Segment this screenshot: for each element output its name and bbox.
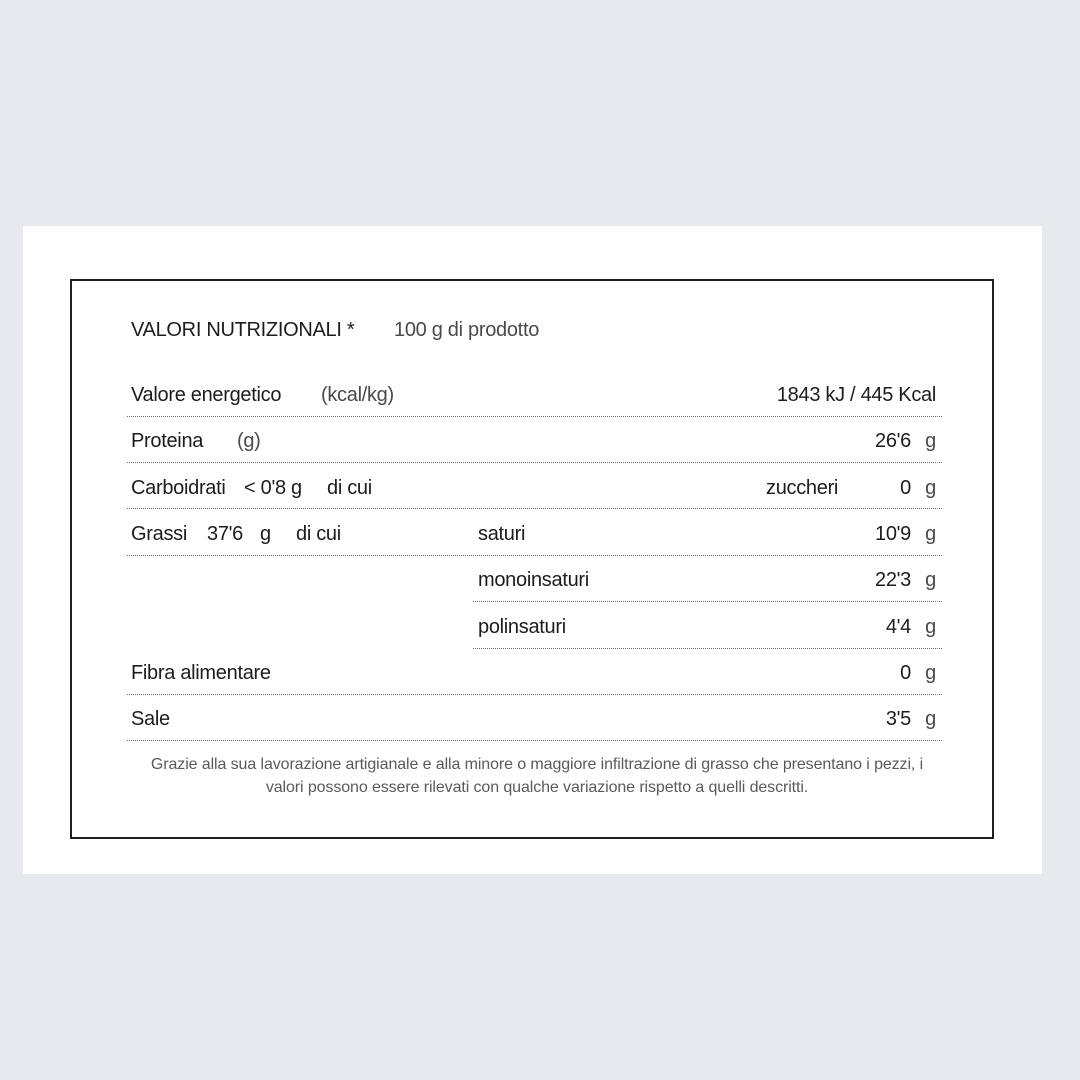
divider <box>127 416 942 417</box>
divider <box>473 648 942 649</box>
nutrition-table <box>70 279 994 839</box>
energia-value: 1843 kJ / 445 Kcal <box>776 384 936 406</box>
divider <box>127 462 942 463</box>
zuccheri-value: 0 <box>900 477 911 499</box>
polinsaturi-value: 4'4 <box>885 616 911 638</box>
sale-unit: g <box>925 708 936 730</box>
fibra-label: Fibra alimentare <box>131 662 271 684</box>
proteina-value-unit: g <box>925 430 936 452</box>
fibra-unit: g <box>925 662 936 684</box>
polinsaturi-label: polinsaturi <box>478 616 566 638</box>
footnote: Grazie alla sua lavorazione artigianale e alla minore o maggiore infiltrazione di grasso che presentano i pezzi, i valori possono essere rilevati con qualche variazione rispetto a quelli descritti. <box>150 756 924 796</box>
saturi-label: saturi <box>478 523 526 545</box>
monoinsaturi-value: 22'3 <box>875 569 911 591</box>
monoinsaturi-label: monoinsaturi <box>478 569 589 591</box>
divider <box>127 740 942 741</box>
carboidrati-label: Carboidrati <box>131 477 226 499</box>
sale-label: Sale <box>131 708 170 730</box>
polinsaturi-unit: g <box>925 616 936 638</box>
zuccheri-label: zuccheri <box>766 477 839 499</box>
sale-value: 3'5 <box>885 708 911 730</box>
proteina-unit: (g) <box>237 430 261 452</box>
monoinsaturi-unit: g <box>925 569 936 591</box>
label-card <box>23 226 1042 874</box>
grassi-label: Grassi <box>131 523 187 545</box>
table-subtitle: 100 g di prodotto <box>394 319 540 341</box>
divider <box>127 555 942 556</box>
divider <box>127 508 942 509</box>
grassi-di-cui: di cui <box>296 523 341 545</box>
saturi-unit: g <box>925 523 936 545</box>
energia-unit: (kcal/kg) <box>321 384 394 406</box>
grassi-amount: 37'6 <box>207 523 243 545</box>
zuccheri-unit: g <box>925 477 936 499</box>
energia-label: Valore energetico <box>131 384 282 406</box>
grassi-amount-unit: g <box>260 523 271 545</box>
saturi-value: 10'9 <box>875 523 911 545</box>
divider <box>127 694 942 695</box>
divider <box>473 601 942 602</box>
table-title: VALORI NUTRIZIONALI * <box>131 319 355 341</box>
proteina-value: 26'6 <box>875 430 911 452</box>
carboidrati-di-cui: di cui <box>327 477 372 499</box>
carboidrati-amount: < 0'8 g <box>244 477 302 499</box>
fibra-value: 0 <box>900 662 911 684</box>
proteina-label: Proteina <box>131 430 204 452</box>
